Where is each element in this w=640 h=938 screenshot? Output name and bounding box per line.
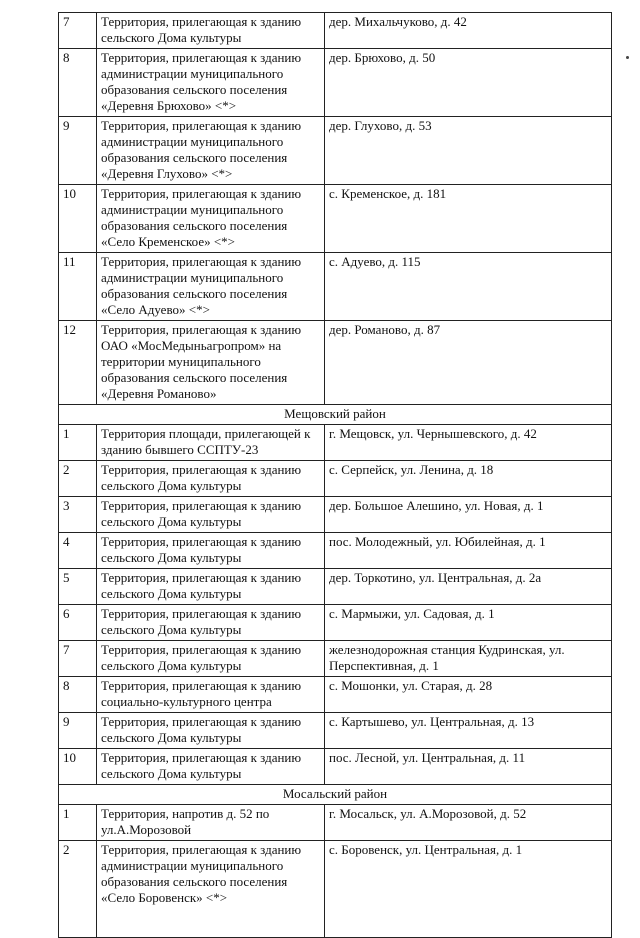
district-heading-mosalsky: Мосальский район — [59, 785, 612, 805]
locations-table-body — [59, 13, 612, 938]
row-number: 8 — [59, 49, 97, 117]
table-row — [59, 569, 612, 605]
row-number: 2 — [59, 461, 97, 497]
territory-name: Территория, прилегающая к зданию администрации муниципального образования сельского поселения «Деревня Брюхово» <*> — [97, 49, 325, 117]
territory-name: Территория, прилегающая к зданию сельского Дома культуры — [97, 569, 325, 605]
table-row — [59, 321, 612, 405]
address: г. Мещовск, ул. Чернышевского, д. 42 — [325, 425, 612, 461]
row-number: 5 — [59, 569, 97, 605]
row-number: 8 — [59, 677, 97, 713]
territory-name: Территория, прилегающая к зданию социально-культурного центра — [97, 677, 325, 713]
address: дер. Брюхово, д. 50 — [325, 49, 612, 117]
territory-name: Территория, прилегающая к зданию администрации муниципального образования сельского поселения «Село Адуево» <*> — [97, 253, 325, 321]
address: железнодорожная станция Кудринская, ул. Перспективная, д. 1 — [325, 641, 612, 677]
row-number: 4 — [59, 533, 97, 569]
territory-name: Территория, прилегающая к зданию сельского Дома культуры — [97, 533, 325, 569]
territory-name: Территория, прилегающая к зданию сельского Дома культуры — [97, 641, 325, 677]
territory-name: Территория, прилегающая к зданию сельского Дома культуры — [97, 605, 325, 641]
address: с. Мошонки, ул. Старая, д. 28 — [325, 677, 612, 713]
address: дер. Глухово, д. 53 — [325, 117, 612, 185]
address: с. Мармыжи, ул. Садовая, д. 1 — [325, 605, 612, 641]
table-row — [59, 677, 612, 713]
address: г. Мосальск, ул. А.Морозовой, д. 52 — [325, 805, 612, 841]
section-row — [59, 785, 612, 805]
row-number: 6 — [59, 605, 97, 641]
row-number: 1 — [59, 805, 97, 841]
address: с. Боровенск, ул. Центральная, д. 1 — [325, 841, 612, 938]
territory-name: Территория, прилегающая к зданию сельского Дома культуры — [97, 13, 325, 49]
address: с. Серпейск, ул. Ленина, д. 18 — [325, 461, 612, 497]
address: дер. Михальчуково, д. 42 — [325, 13, 612, 49]
table-row — [59, 749, 612, 785]
table-row — [59, 533, 612, 569]
locations-table — [58, 12, 612, 938]
territory-name: Территория, прилегающая к зданию администрации муниципального образования сельского поселения «Деревня Глухово» <*> — [97, 117, 325, 185]
table-row — [59, 605, 612, 641]
territory-name: Территория, прилегающая к зданию ОАО «МосМедыньагропром» на территории муниципального образования сельского поселения «Деревня Романово» — [97, 321, 325, 405]
table-row — [59, 425, 612, 461]
row-number: 9 — [59, 117, 97, 185]
address: дер. Торкотино, ул. Центральная, д. 2а — [325, 569, 612, 605]
table-row — [59, 117, 612, 185]
row-number: 7 — [59, 641, 97, 677]
territory-name: Территория, прилегающая к зданию сельского Дома культуры — [97, 461, 325, 497]
table-row — [59, 49, 612, 117]
territory-name: Территория, прилегающая к зданию администрации муниципального образования сельского поселения «Село Боровенск» <*> — [97, 841, 325, 938]
table-row — [59, 805, 612, 841]
table-row — [59, 641, 612, 677]
table-row — [59, 13, 612, 49]
territory-name: Территория, прилегающая к зданию сельского Дома культуры — [97, 497, 325, 533]
territory-name: Территория площади, прилегающей к зданию бывшего ССПТУ-23 — [97, 425, 325, 461]
row-number: 7 — [59, 13, 97, 49]
territory-name: Территория, прилегающая к зданию сельского Дома культуры — [97, 749, 325, 785]
table-row — [59, 253, 612, 321]
address: дер. Романово, д. 87 — [325, 321, 612, 405]
territory-name: Территория, прилегающая к зданию администрации муниципального образования сельского поселения «Село Кременское» <*> — [97, 185, 325, 253]
row-number: 12 — [59, 321, 97, 405]
address: с. Адуево, д. 115 — [325, 253, 612, 321]
section-row — [59, 405, 612, 425]
table-row — [59, 185, 612, 253]
row-number: 1 — [59, 425, 97, 461]
address: дер. Большое Алешино, ул. Новая, д. 1 — [325, 497, 612, 533]
row-number: 11 — [59, 253, 97, 321]
address: с. Кременское, д. 181 — [325, 185, 612, 253]
row-number: 10 — [59, 749, 97, 785]
territory-name: Территория, напротив д. 52 по ул.А.Морозовой — [97, 805, 325, 841]
territory-name: Территория, прилегающая к зданию сельского Дома культуры — [97, 713, 325, 749]
address: с. Картышево, ул. Центральная, д. 13 — [325, 713, 612, 749]
table-row — [59, 461, 612, 497]
scan-speck — [626, 56, 629, 59]
table-row — [59, 713, 612, 749]
row-number: 3 — [59, 497, 97, 533]
address: пос. Лесной, ул. Центральная, д. 11 — [325, 749, 612, 785]
row-number: 2 — [59, 841, 97, 938]
row-number: 9 — [59, 713, 97, 749]
district-heading-meshchovsky: Мещовский район — [59, 405, 612, 425]
row-number: 10 — [59, 185, 97, 253]
address: пос. Молодежный, ул. Юбилейная, д. 1 — [325, 533, 612, 569]
table-row — [59, 841, 612, 938]
table-row — [59, 497, 612, 533]
